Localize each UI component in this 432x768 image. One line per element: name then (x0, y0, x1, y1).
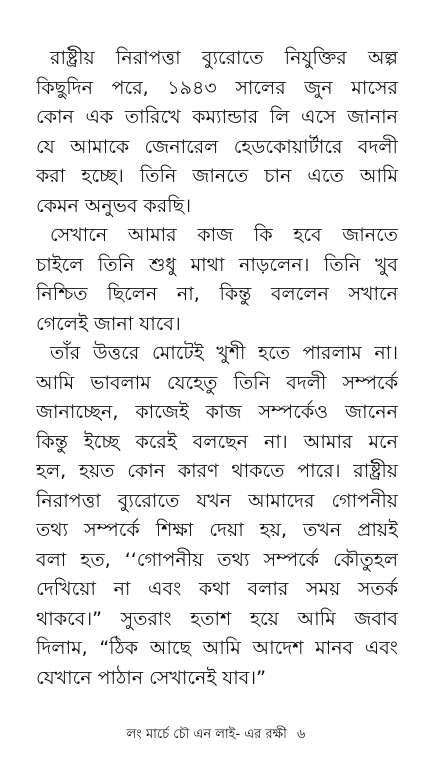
page-footer (0, 726, 432, 744)
paragraph-2 (36, 221, 398, 339)
text-line: হল, হয়ত কোন কারণ থাকতে পারে। রাষ্ট্রীয় (36, 460, 398, 482)
text-line: বলা হত, ‘‘গোপনীয় তথ্য সম্পর্কে কৌতুহল (36, 548, 398, 571)
running-title: লং মার্চে চৌ এন লাই- এর রক্ষী (126, 727, 287, 742)
text-line: তথ্য সম্পর্কে শিক্ষা দেয়া হয়, তখন প্রায়ই (36, 519, 398, 541)
text-line: কিন্তু ইচ্ছে করেই বলছেন না। আমার মনে (36, 430, 398, 453)
text-line: সেখানে আমার কাজ কি হবে জানতে (50, 224, 398, 246)
paragraph-1 (36, 44, 398, 221)
text-line: তাঁর উত্তরে মোটেই খুশী হতে পারলাম না। (50, 342, 398, 364)
page-number: ৬ (297, 727, 306, 742)
text-line: নিরাপত্তা ব্যুরোতে যখন আমাদের গোপনীয় (36, 489, 398, 512)
text-line: গেলেই জানা যাবে। (36, 312, 181, 335)
text-line: আমি ভাবলাম যেহেতু তিনি বদলী সম্পর্কে (36, 371, 398, 394)
text-line: দিলাম, “ঠিক আছে আমি আদেশ মানব এবং (36, 637, 398, 659)
text-line: করা হচ্ছে। তিনি জানতে চান এতে আমি (36, 165, 398, 187)
text-line: রাষ্ট্রীয় নিরাপত্তা ব্যুরোতে নিযুক্তির অল্প (50, 47, 398, 69)
text-line: কেমন অনুভব করছি। (36, 194, 191, 217)
text-line: চাইলে তিনি শুধু মাথা নাড়লেন। তিনি খুব (36, 253, 398, 276)
text-line: দেখিয়ো না এবং কথা বলার সময় সতর্ক (36, 578, 398, 600)
body-text (36, 44, 398, 693)
text-line: জানাচ্ছেন, কাজেই কাজ সম্পর্কেও জানেন (36, 401, 398, 423)
text-line: যে আমাকে জেনারেল হেডকোয়ার্টারে বদলী (36, 135, 398, 158)
text-line: থাকবে।” সুতরাং হতাশ হয়ে আমি জবাব (36, 607, 398, 630)
text-line: যেখানে পাঠান সেখানেই যাব।” (36, 666, 266, 689)
paragraph-3 (36, 339, 398, 693)
text-line: কোন এক তারিখে কম্যান্ডার লি এসে জানান (36, 106, 398, 128)
text-line: কিছুদিন পরে, ১৯৪৩ সালের জুন মাসের (36, 76, 398, 99)
text-line: নিশ্চিত ছিলেন না, কিন্তু বললেন সখানে (36, 283, 398, 305)
